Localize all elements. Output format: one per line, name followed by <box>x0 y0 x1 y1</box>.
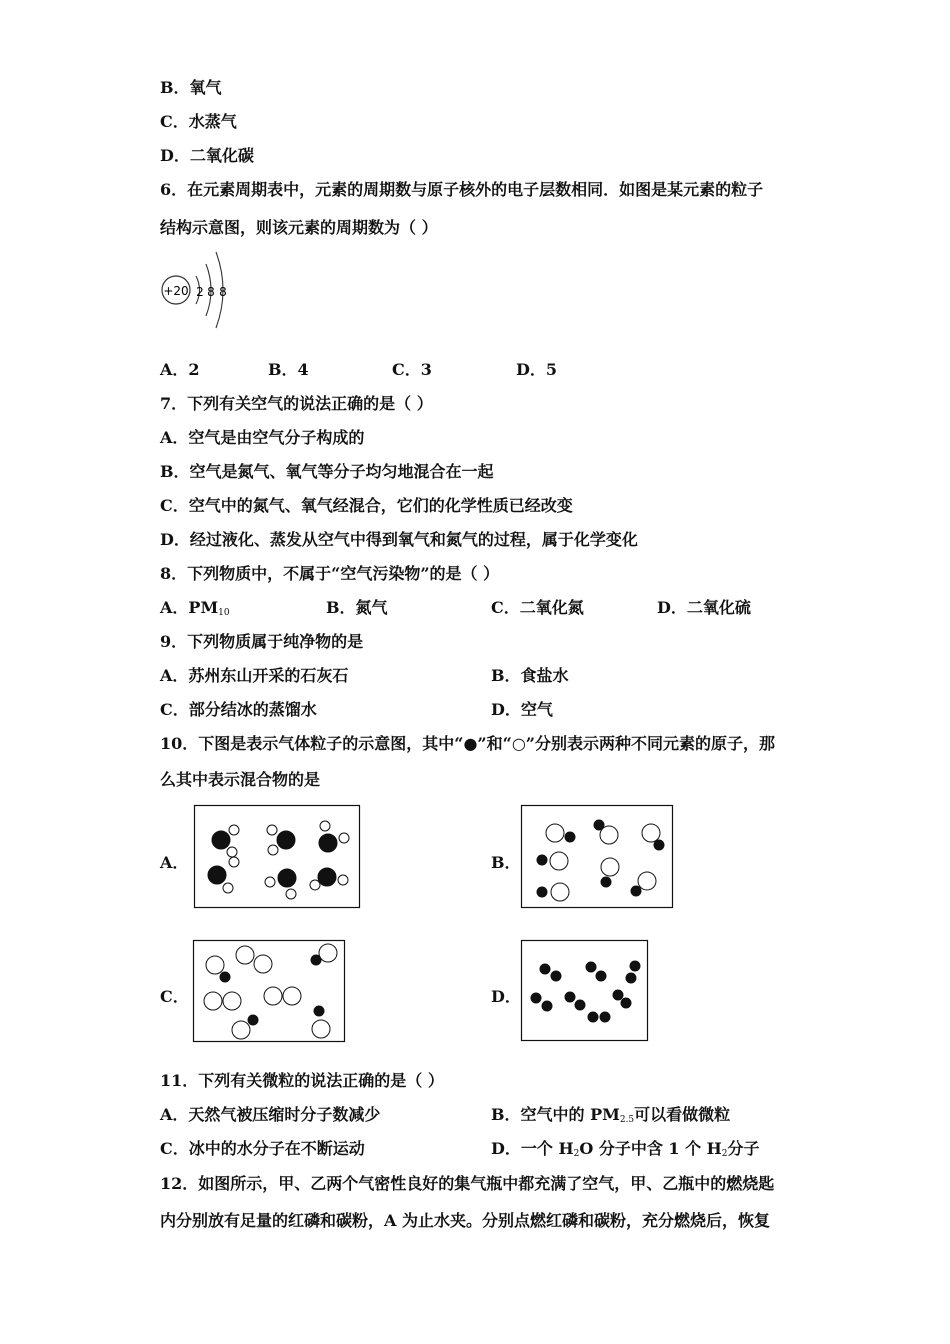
q9-stem: 9．下列物质属于纯净物的是 <box>160 632 364 651</box>
q10-label-b: B． <box>491 853 521 872</box>
q10-label-d: D． <box>491 987 521 1006</box>
q6-stem-line2: 结构示意图，则该元素的周期数为（ ） <box>160 218 438 237</box>
q7-option-c: C．空气中的氮气、氧气经混合，它们的化学性质已经改变 <box>160 496 573 515</box>
q8-stem: 8．下列物质中，不属于“空气污染物”的是（ ） <box>160 564 500 583</box>
q8-option-b: B．氮气 <box>326 598 388 617</box>
shell3-electrons: 8 <box>219 285 227 299</box>
q11-option-d: D．一个 $H_2O$ 分子中含 1 个 $H_2$分子 <box>491 1139 760 1159</box>
q10-label-c: C． <box>160 987 189 1006</box>
q6-option-b: B．4 <box>268 360 309 379</box>
q6-stem-line1: 6．在元素周期表中，元素的周期数与原子核外的电子层数相同．如图是某元素的粒子 <box>160 180 764 199</box>
q10-stem-line1: 10．下图是表示气体粒子的示意图，其中“●”和“○”分别表示两种不同元素的原子，那 <box>160 734 776 753</box>
q5-option-c: C．水蒸气 <box>160 112 237 131</box>
q7-stem: 7．下列有关空气的说法正确的是（ ） <box>160 394 433 413</box>
q12-stem-line1: 12．如图所示，甲、乙两个气密性良好的集气瓶中都充满了空气，甲、乙瓶中的燃烧匙 <box>160 1174 775 1193</box>
shell2-electrons: 8 <box>207 285 215 299</box>
q10-stem-line2: 么其中表示混合物的是 <box>160 770 321 789</box>
q11-stem: 11．下列有关微粒的说法正确的是（ ） <box>160 1071 444 1090</box>
atomic-structure-diagram <box>158 248 238 332</box>
q10-diagram-d <box>521 940 648 1041</box>
q5-option-d: D．二氧化碳 <box>160 146 254 165</box>
q9-option-a: A．苏州东山开采的石灰石 <box>160 666 349 685</box>
q8-option-c: C．二氧化氮 <box>491 598 584 617</box>
q6-option-a: A．2 <box>160 360 200 379</box>
q10-label-a: A． <box>160 853 189 872</box>
q7-option-b: B．空气是氮气、氧气等分子均匀地混合在一起 <box>160 462 494 481</box>
q11-option-c: C．冰中的水分子在不断运动 <box>160 1139 365 1158</box>
q7-option-d: D．经过液化、蒸发从空气中得到氧气和氮气的过程，属于化学变化 <box>160 530 638 549</box>
q9-option-c: C．部分结冰的蒸馏水 <box>160 700 317 719</box>
nucleus-charge: +20 <box>163 284 189 298</box>
q10-diagram-b <box>521 805 673 908</box>
q8-option-a: A．$PM_{10}$ <box>160 598 230 618</box>
q8-option-d: D．二氧化硫 <box>657 598 751 617</box>
q6-option-d: D．5 <box>516 360 558 379</box>
q9-option-d: D．空气 <box>491 700 553 719</box>
q12-stem-line2: 内分别放有足量的红磷和碳粉，A 为止水夹。分别点燃红磷和碳粉，充分燃烧后，恢复 <box>160 1211 770 1230</box>
q5-option-b: B．氧气 <box>160 78 222 97</box>
q11-option-b: B．空气中的 $PM_{2.5}$可以看做微粒 <box>491 1105 731 1125</box>
q7-option-a: A．空气是由空气分子构成的 <box>160 428 365 447</box>
q11-option-a: A．天然气被压缩时分子数减少 <box>160 1105 381 1124</box>
q9-option-b: B．食盐水 <box>491 666 569 685</box>
q6-option-c: C．3 <box>392 360 432 379</box>
q10-diagram-a <box>194 805 360 908</box>
shell1-electrons: 2 <box>196 285 204 299</box>
q10-diagram-c <box>193 940 345 1042</box>
